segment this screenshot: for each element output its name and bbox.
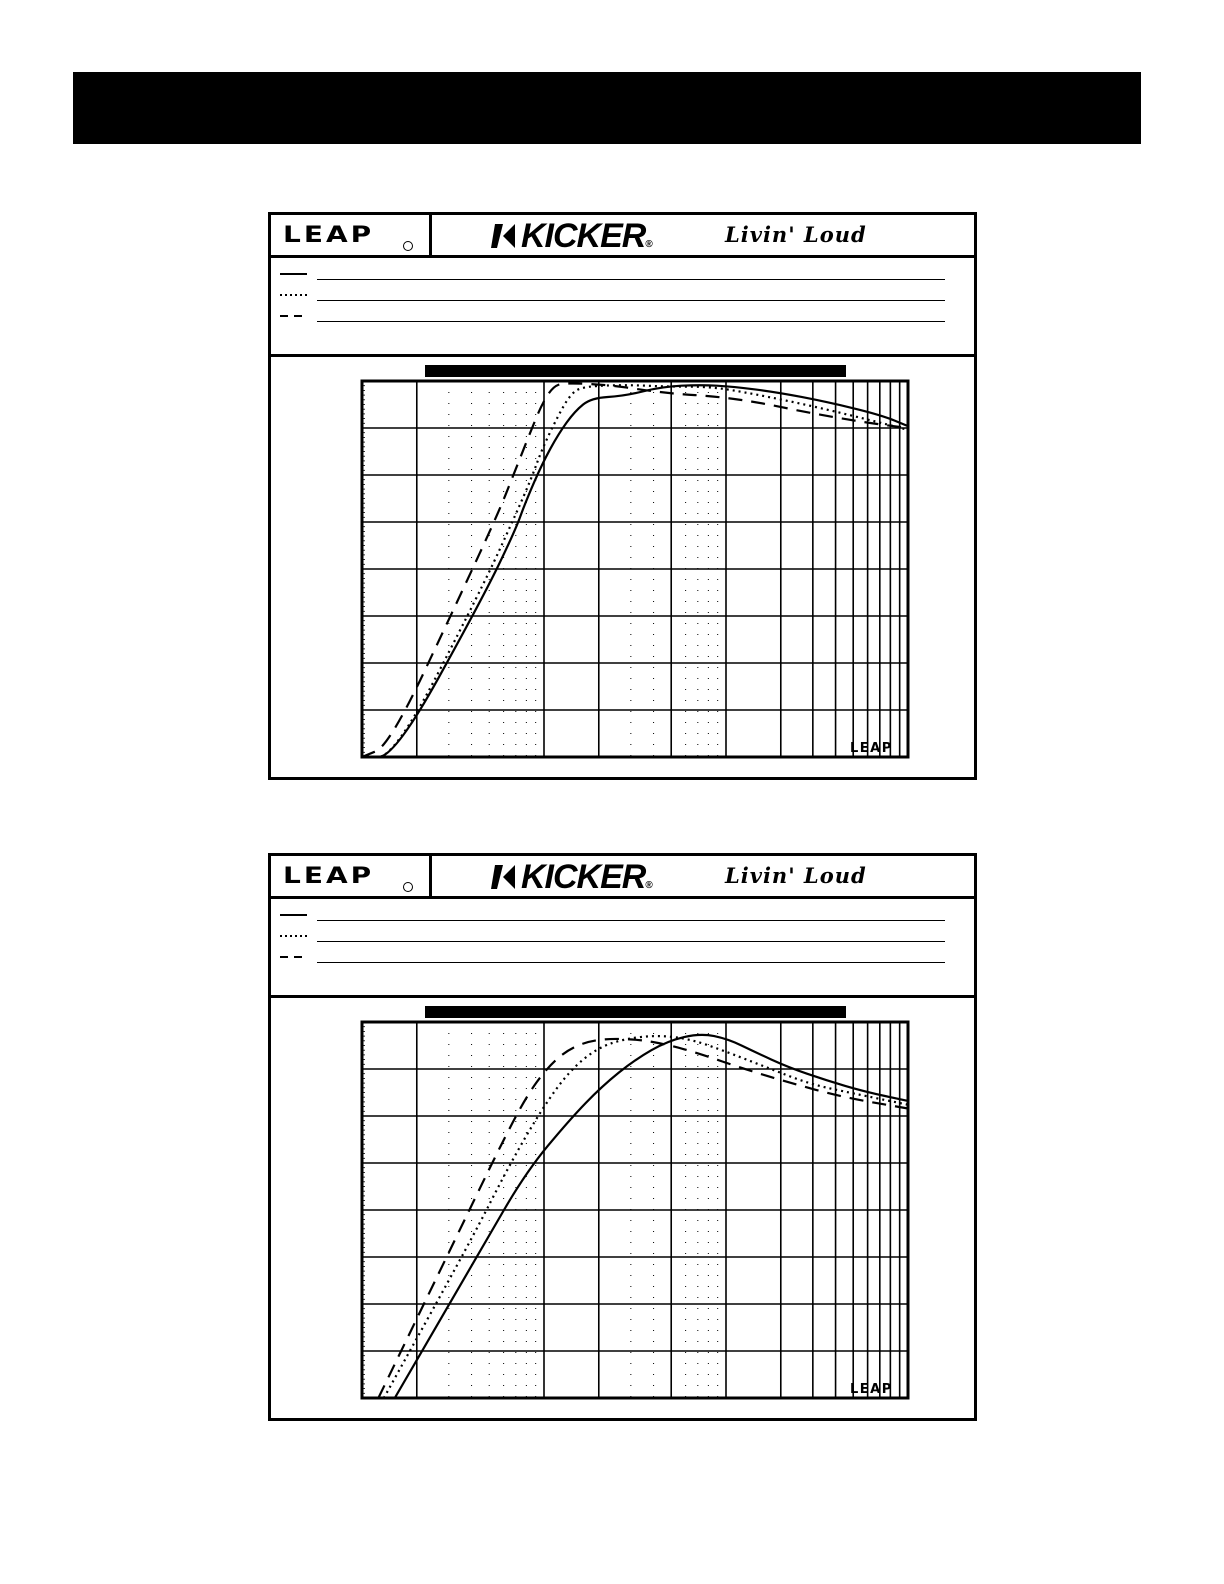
panel-header: [271, 856, 974, 899]
plot-svg: [359, 1019, 911, 1401]
kicker-logo: [521, 858, 652, 897]
leap-watermark: LEAP: [850, 1382, 893, 1397]
legend-swatch-dashed: [279, 952, 309, 962]
panel-header: [271, 215, 974, 258]
legend-swatch-solid: [279, 910, 309, 920]
page-header-bar: [73, 72, 1141, 144]
series-line-dashed: [362, 384, 908, 757]
legend-swatch-solid: [279, 269, 309, 279]
registered-mark-icon: ®: [645, 239, 652, 250]
legend-area: [271, 899, 974, 998]
legend-row-solid: [279, 910, 949, 922]
plot-svg: [359, 378, 911, 760]
legend-swatch-dashed: [279, 311, 309, 321]
livin-loud-logo: Livin' Loud: [725, 863, 867, 888]
legend-label-line: [317, 300, 945, 301]
graph-title-bar: [425, 365, 846, 377]
leap-logo: LEAP: [283, 221, 375, 248]
legend-row-dashed: [279, 952, 949, 964]
legend-label-line: [317, 920, 945, 921]
leap-logo: LEAP: [283, 862, 375, 889]
legend-row-solid: [279, 269, 949, 281]
legend-row-dotted: [279, 290, 949, 302]
legend-label-line: [317, 321, 945, 322]
legend-row-dotted: [279, 931, 949, 943]
leap-logo-cell: [271, 856, 432, 896]
series-line-dashed: [378, 1039, 908, 1398]
legend-label-line: [317, 941, 945, 942]
series-line-dotted: [362, 385, 908, 757]
kicker-logo-text: KICKER: [521, 858, 646, 896]
legend-row-dashed: [279, 311, 949, 323]
kicker-k-mark-icon: [491, 222, 517, 250]
livin-loud-logo: Livin' Loud: [725, 222, 867, 247]
legend-swatch-dotted: [279, 931, 309, 941]
response-chart-panel-2: [268, 853, 977, 1421]
leap-watermark: LEAP: [850, 741, 893, 756]
legend-area: [271, 258, 974, 357]
leap-logo-mark-icon: [403, 241, 413, 251]
leap-logo-cell: [271, 215, 432, 255]
legend-label-line: [317, 962, 945, 963]
registered-mark-icon: ®: [645, 880, 652, 891]
response-chart-panel-1: [268, 212, 977, 780]
kicker-k-mark-icon: [491, 863, 517, 891]
frequency-response-plot: [359, 378, 911, 760]
leap-logo-mark-icon: [403, 882, 413, 892]
legend-swatch-dotted: [279, 290, 309, 300]
kicker-logo: [521, 217, 652, 256]
legend-label-line: [317, 279, 945, 280]
frequency-response-plot: [359, 1019, 911, 1401]
kicker-logo-text: KICKER: [521, 217, 646, 255]
series-line-dotted: [384, 1036, 908, 1398]
series-line-solid: [362, 385, 908, 757]
graph-title-bar: [425, 1006, 846, 1018]
